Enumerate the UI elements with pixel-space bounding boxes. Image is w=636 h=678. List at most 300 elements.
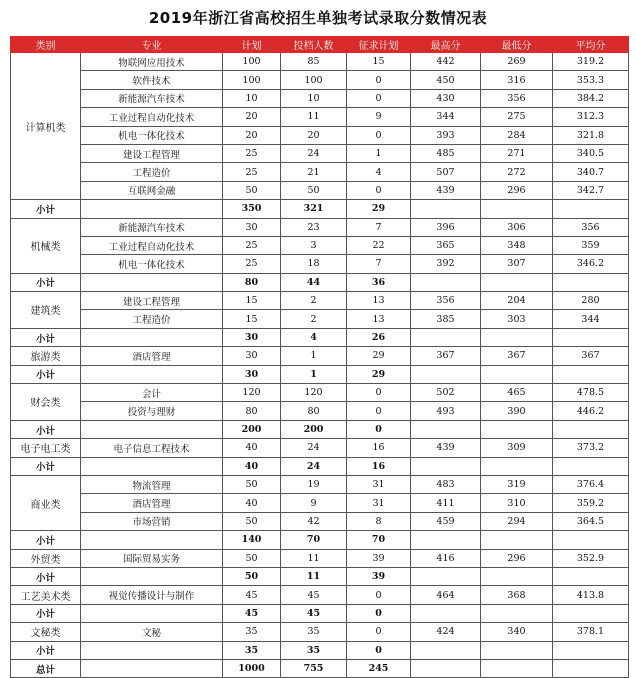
value-cell: 21: [281, 163, 347, 181]
empty-cell: [553, 420, 629, 438]
value-cell: 0: [347, 89, 411, 107]
empty-cell: [81, 659, 223, 677]
value-cell: 316: [481, 71, 553, 89]
empty-cell: [481, 420, 553, 438]
value-cell: 80: [281, 402, 347, 420]
value-cell: 340.7: [553, 163, 629, 181]
table-row: [11, 623, 629, 641]
subtotal-value: 140: [223, 531, 281, 549]
subtotal-value: 35: [223, 641, 281, 659]
value-cell: 3: [281, 236, 347, 254]
empty-cell: [411, 420, 481, 438]
value-cell: 284: [481, 126, 553, 144]
value-cell: 2: [281, 310, 347, 328]
table-row: [11, 384, 629, 402]
column-header: 类别: [11, 37, 81, 53]
value-cell: 15: [347, 53, 411, 71]
category-cell: 工艺美术类: [11, 586, 81, 604]
table-row: [11, 439, 629, 457]
major-cell: 机电一体化技术: [81, 126, 223, 144]
value-cell: 321.8: [553, 126, 629, 144]
subtotal-value: 321: [281, 200, 347, 218]
value-cell: 100: [223, 53, 281, 71]
table-row: [11, 163, 629, 181]
subtotal-label: 小计: [11, 328, 81, 346]
value-cell: 23: [281, 218, 347, 236]
value-cell: 85: [281, 53, 347, 71]
value-cell: 18: [281, 255, 347, 273]
value-cell: 50: [223, 512, 281, 530]
empty-cell: [481, 328, 553, 346]
empty-cell: [481, 604, 553, 622]
table-row: [11, 494, 629, 512]
subtotal-value: 35: [281, 641, 347, 659]
value-cell: 373.2: [553, 439, 629, 457]
subtotal-row: [11, 200, 629, 218]
subtotal-value: 0: [347, 641, 411, 659]
value-cell: 24: [281, 439, 347, 457]
value-cell: 446.2: [553, 402, 629, 420]
value-cell: 356: [481, 89, 553, 107]
value-cell: 344: [411, 108, 481, 126]
value-cell: 296: [481, 181, 553, 199]
subtotal-value: 26: [347, 328, 411, 346]
table-row: [11, 71, 629, 89]
subtotal-value: 0: [347, 604, 411, 622]
table-row: [11, 218, 629, 236]
value-cell: 464: [411, 586, 481, 604]
value-cell: 20: [223, 126, 281, 144]
subtotal-value: 30: [223, 328, 281, 346]
category-cell: 机械类: [11, 218, 81, 273]
value-cell: 485: [411, 144, 481, 162]
column-header: 投档人数: [281, 37, 347, 53]
empty-cell: [81, 273, 223, 291]
empty-cell: [553, 659, 629, 677]
empty-cell: [553, 328, 629, 346]
value-cell: 11: [281, 549, 347, 567]
value-cell: 365: [411, 236, 481, 254]
subtotal-label: 小计: [11, 420, 81, 438]
value-cell: 31: [347, 494, 411, 512]
category-cell: 计算机类: [11, 53, 81, 200]
value-cell: 368: [481, 586, 553, 604]
major-cell: 工业过程自动化技术: [81, 236, 223, 254]
major-cell: 国际贸易实务: [81, 549, 223, 567]
category-cell: 外贸类: [11, 549, 81, 567]
value-cell: 344: [553, 310, 629, 328]
subtotal-value: 45: [281, 604, 347, 622]
value-cell: 390: [481, 402, 553, 420]
table-row: [11, 53, 629, 71]
value-cell: 385: [411, 310, 481, 328]
subtotal-value: 29: [347, 200, 411, 218]
value-cell: 303: [481, 310, 553, 328]
value-cell: 40: [223, 439, 281, 457]
subtotal-value: 350: [223, 200, 281, 218]
value-cell: 42: [281, 512, 347, 530]
empty-cell: [481, 273, 553, 291]
table-row: [11, 292, 629, 310]
subtotal-label: 小计: [11, 641, 81, 659]
value-cell: 507: [411, 163, 481, 181]
total-label: 总计: [11, 659, 81, 677]
empty-cell: [481, 531, 553, 549]
subtotal-row: [11, 328, 629, 346]
subtotal-row: [11, 457, 629, 475]
empty-cell: [481, 457, 553, 475]
value-cell: 439: [411, 439, 481, 457]
value-cell: 10: [281, 89, 347, 107]
major-cell: 机电一体化技术: [81, 255, 223, 273]
table-row: [11, 512, 629, 530]
value-cell: 364.5: [553, 512, 629, 530]
value-cell: 30: [223, 347, 281, 365]
subtotal-value: 50: [223, 567, 281, 585]
value-cell: 319.2: [553, 53, 629, 71]
table-row: [11, 89, 629, 107]
major-cell: 酒店管理: [81, 347, 223, 365]
value-cell: 367: [481, 347, 553, 365]
value-cell: 120: [281, 384, 347, 402]
empty-cell: [481, 659, 553, 677]
value-cell: 502: [411, 384, 481, 402]
subtotal-value: 200: [281, 420, 347, 438]
empty-cell: [481, 200, 553, 218]
value-cell: 272: [481, 163, 553, 181]
table-row: [11, 108, 629, 126]
value-cell: 4: [347, 163, 411, 181]
value-cell: 7: [347, 255, 411, 273]
major-cell: 会计: [81, 384, 223, 402]
value-cell: 384.2: [553, 89, 629, 107]
major-cell: 建设工程管理: [81, 144, 223, 162]
value-cell: 50: [223, 181, 281, 199]
page-title: 2019年浙江省高校招生单独考试录取分数情况表: [148, 9, 488, 27]
table-row: [11, 181, 629, 199]
value-cell: 19: [281, 475, 347, 493]
value-cell: 35: [223, 623, 281, 641]
major-cell: 工程造价: [81, 310, 223, 328]
value-cell: 346.2: [553, 255, 629, 273]
total-value: 1000: [223, 659, 281, 677]
empty-cell: [81, 457, 223, 475]
subtotal-value: 200: [223, 420, 281, 438]
table-row: [11, 236, 629, 254]
value-cell: 50: [223, 549, 281, 567]
empty-cell: [411, 365, 481, 383]
major-cell: 建设工程管理: [81, 292, 223, 310]
value-cell: 9: [347, 108, 411, 126]
admission-score-table: [10, 36, 629, 678]
value-cell: 376.4: [553, 475, 629, 493]
value-cell: 359: [553, 236, 629, 254]
value-cell: 20: [281, 126, 347, 144]
category-cell: 财会类: [11, 384, 81, 421]
value-cell: 0: [347, 402, 411, 420]
table-row: [11, 347, 629, 365]
subtotal-label: 小计: [11, 273, 81, 291]
value-cell: 7: [347, 218, 411, 236]
value-cell: 424: [411, 623, 481, 641]
value-cell: 356: [553, 218, 629, 236]
value-cell: 348: [481, 236, 553, 254]
value-cell: 416: [411, 549, 481, 567]
table-body: [11, 53, 629, 678]
subtotal-value: 1: [281, 365, 347, 383]
value-cell: 0: [347, 384, 411, 402]
empty-cell: [553, 567, 629, 585]
value-cell: 340: [481, 623, 553, 641]
empty-cell: [553, 273, 629, 291]
value-cell: 319: [481, 475, 553, 493]
value-cell: 465: [481, 384, 553, 402]
category-cell: 建筑类: [11, 292, 81, 329]
table-row: [11, 126, 629, 144]
empty-cell: [81, 567, 223, 585]
empty-cell: [411, 200, 481, 218]
subtotal-label: 小计: [11, 604, 81, 622]
value-cell: 13: [347, 310, 411, 328]
category-cell: 旅游类: [11, 347, 81, 365]
subtotal-label: 小计: [11, 365, 81, 383]
value-cell: 411: [411, 494, 481, 512]
major-cell: 物联网应用技术: [81, 53, 223, 71]
subtotal-row: [11, 604, 629, 622]
value-cell: 35: [281, 623, 347, 641]
value-cell: 0: [347, 586, 411, 604]
value-cell: 0: [347, 623, 411, 641]
empty-cell: [553, 604, 629, 622]
value-cell: 1: [347, 144, 411, 162]
empty-cell: [553, 457, 629, 475]
value-cell: 120: [223, 384, 281, 402]
subtotal-label: 小计: [11, 200, 81, 218]
empty-cell: [411, 328, 481, 346]
value-cell: 309: [481, 439, 553, 457]
value-cell: 359.2: [553, 494, 629, 512]
value-cell: 367: [411, 347, 481, 365]
empty-cell: [553, 200, 629, 218]
total-row: [11, 659, 629, 677]
major-cell: 市场营销: [81, 512, 223, 530]
total-value: 245: [347, 659, 411, 677]
value-cell: 275: [481, 108, 553, 126]
empty-cell: [81, 328, 223, 346]
subtotal-value: 70: [347, 531, 411, 549]
empty-cell: [81, 604, 223, 622]
major-cell: 文秘: [81, 623, 223, 641]
value-cell: 24: [281, 144, 347, 162]
value-cell: 11: [281, 108, 347, 126]
category-cell: 电子电工类: [11, 439, 81, 457]
subtotal-value: 29: [347, 365, 411, 383]
value-cell: 45: [223, 586, 281, 604]
column-header: 最高分: [411, 37, 481, 53]
empty-cell: [81, 420, 223, 438]
table-row: [11, 310, 629, 328]
empty-cell: [553, 531, 629, 549]
subtotal-value: 70: [281, 531, 347, 549]
empty-cell: [411, 659, 481, 677]
value-cell: 10: [223, 89, 281, 107]
total-value: 755: [281, 659, 347, 677]
value-cell: 342.7: [553, 181, 629, 199]
value-cell: 393: [411, 126, 481, 144]
value-cell: 352.9: [553, 549, 629, 567]
value-cell: 100: [281, 71, 347, 89]
subtotal-value: 45: [223, 604, 281, 622]
empty-cell: [81, 200, 223, 218]
value-cell: 0: [347, 71, 411, 89]
value-cell: 2: [281, 292, 347, 310]
column-header: 平均分: [553, 37, 629, 53]
subtotal-value: 39: [347, 567, 411, 585]
value-cell: 353.3: [553, 71, 629, 89]
empty-cell: [481, 567, 553, 585]
value-cell: 8: [347, 512, 411, 530]
empty-cell: [553, 365, 629, 383]
value-cell: 483: [411, 475, 481, 493]
value-cell: 312.3: [553, 108, 629, 126]
value-cell: 9: [281, 494, 347, 512]
value-cell: 392: [411, 255, 481, 273]
table-row: [11, 144, 629, 162]
empty-cell: [81, 531, 223, 549]
category-cell: 文秘类: [11, 623, 81, 641]
value-cell: 493: [411, 402, 481, 420]
empty-cell: [411, 531, 481, 549]
value-cell: 15: [223, 310, 281, 328]
value-cell: 25: [223, 144, 281, 162]
value-cell: 31: [347, 475, 411, 493]
value-cell: 294: [481, 512, 553, 530]
subtotal-label: 小计: [11, 457, 81, 475]
value-cell: 50: [281, 181, 347, 199]
major-cell: 新能源汽车技术: [81, 218, 223, 236]
value-cell: 30: [223, 218, 281, 236]
table-header-row: [11, 37, 629, 53]
table-row: [11, 586, 629, 604]
value-cell: 367: [553, 347, 629, 365]
value-cell: 0: [347, 126, 411, 144]
value-cell: 25: [223, 163, 281, 181]
subtotal-value: 4: [281, 328, 347, 346]
value-cell: 25: [223, 236, 281, 254]
value-cell: 450: [411, 71, 481, 89]
major-cell: 视觉传播设计与制作: [81, 586, 223, 604]
value-cell: 204: [481, 292, 553, 310]
column-header: 计划: [223, 37, 281, 53]
subtotal-row: [11, 567, 629, 585]
column-header: 征求计划: [347, 37, 411, 53]
value-cell: 15: [223, 292, 281, 310]
value-cell: 306: [481, 218, 553, 236]
value-cell: 378.1: [553, 623, 629, 641]
value-cell: 1: [281, 347, 347, 365]
empty-cell: [81, 365, 223, 383]
major-cell: 电子信息工程技术: [81, 439, 223, 457]
value-cell: 20: [223, 108, 281, 126]
table-row: [11, 475, 629, 493]
value-cell: 307: [481, 255, 553, 273]
value-cell: 80: [223, 402, 281, 420]
value-cell: 22: [347, 236, 411, 254]
major-cell: 软件技术: [81, 71, 223, 89]
value-cell: 16: [347, 439, 411, 457]
major-cell: 工业过程自动化技术: [81, 108, 223, 126]
value-cell: 271: [481, 144, 553, 162]
subtotal-label: 小计: [11, 531, 81, 549]
category-cell: 商业类: [11, 475, 81, 530]
subtotal-row: [11, 273, 629, 291]
value-cell: 39: [347, 549, 411, 567]
subtotal-value: 0: [347, 420, 411, 438]
table-row: [11, 402, 629, 420]
value-cell: 478.5: [553, 384, 629, 402]
subtotal-value: 24: [281, 457, 347, 475]
subtotal-label: 小计: [11, 567, 81, 585]
value-cell: 459: [411, 512, 481, 530]
subtotal-row: [11, 365, 629, 383]
value-cell: 310: [481, 494, 553, 512]
value-cell: 413.8: [553, 586, 629, 604]
column-header: 最低分: [481, 37, 553, 53]
value-cell: 50: [223, 475, 281, 493]
empty-cell: [411, 273, 481, 291]
value-cell: 0: [347, 181, 411, 199]
empty-cell: [411, 567, 481, 585]
empty-cell: [411, 604, 481, 622]
table-row: [11, 255, 629, 273]
value-cell: 396: [411, 218, 481, 236]
subtotal-value: 11: [281, 567, 347, 585]
value-cell: 430: [411, 89, 481, 107]
subtotal-value: 36: [347, 273, 411, 291]
empty-cell: [481, 365, 553, 383]
subtotal-value: 16: [347, 457, 411, 475]
value-cell: 45: [281, 586, 347, 604]
table-row: [11, 549, 629, 567]
value-cell: 296: [481, 549, 553, 567]
value-cell: 280: [553, 292, 629, 310]
major-cell: 酒店管理: [81, 494, 223, 512]
value-cell: 25: [223, 255, 281, 273]
value-cell: 13: [347, 292, 411, 310]
value-cell: 29: [347, 347, 411, 365]
value-cell: 100: [223, 71, 281, 89]
subtotal-value: 40: [223, 457, 281, 475]
subtotal-value: 30: [223, 365, 281, 383]
value-cell: 356: [411, 292, 481, 310]
subtotal-value: 44: [281, 273, 347, 291]
value-cell: 442: [411, 53, 481, 71]
column-header: 专业: [81, 37, 223, 53]
major-cell: 互联网金融: [81, 181, 223, 199]
subtotal-row: [11, 531, 629, 549]
value-cell: 340.5: [553, 144, 629, 162]
value-cell: 439: [411, 181, 481, 199]
value-cell: 40: [223, 494, 281, 512]
subtotal-value: 80: [223, 273, 281, 291]
empty-cell: [411, 457, 481, 475]
subtotal-row: [11, 420, 629, 438]
major-cell: 投资与理财: [81, 402, 223, 420]
value-cell: 269: [481, 53, 553, 71]
major-cell: 新能源汽车技术: [81, 89, 223, 107]
major-cell: 物流管理: [81, 475, 223, 493]
major-cell: 工程造价: [81, 163, 223, 181]
